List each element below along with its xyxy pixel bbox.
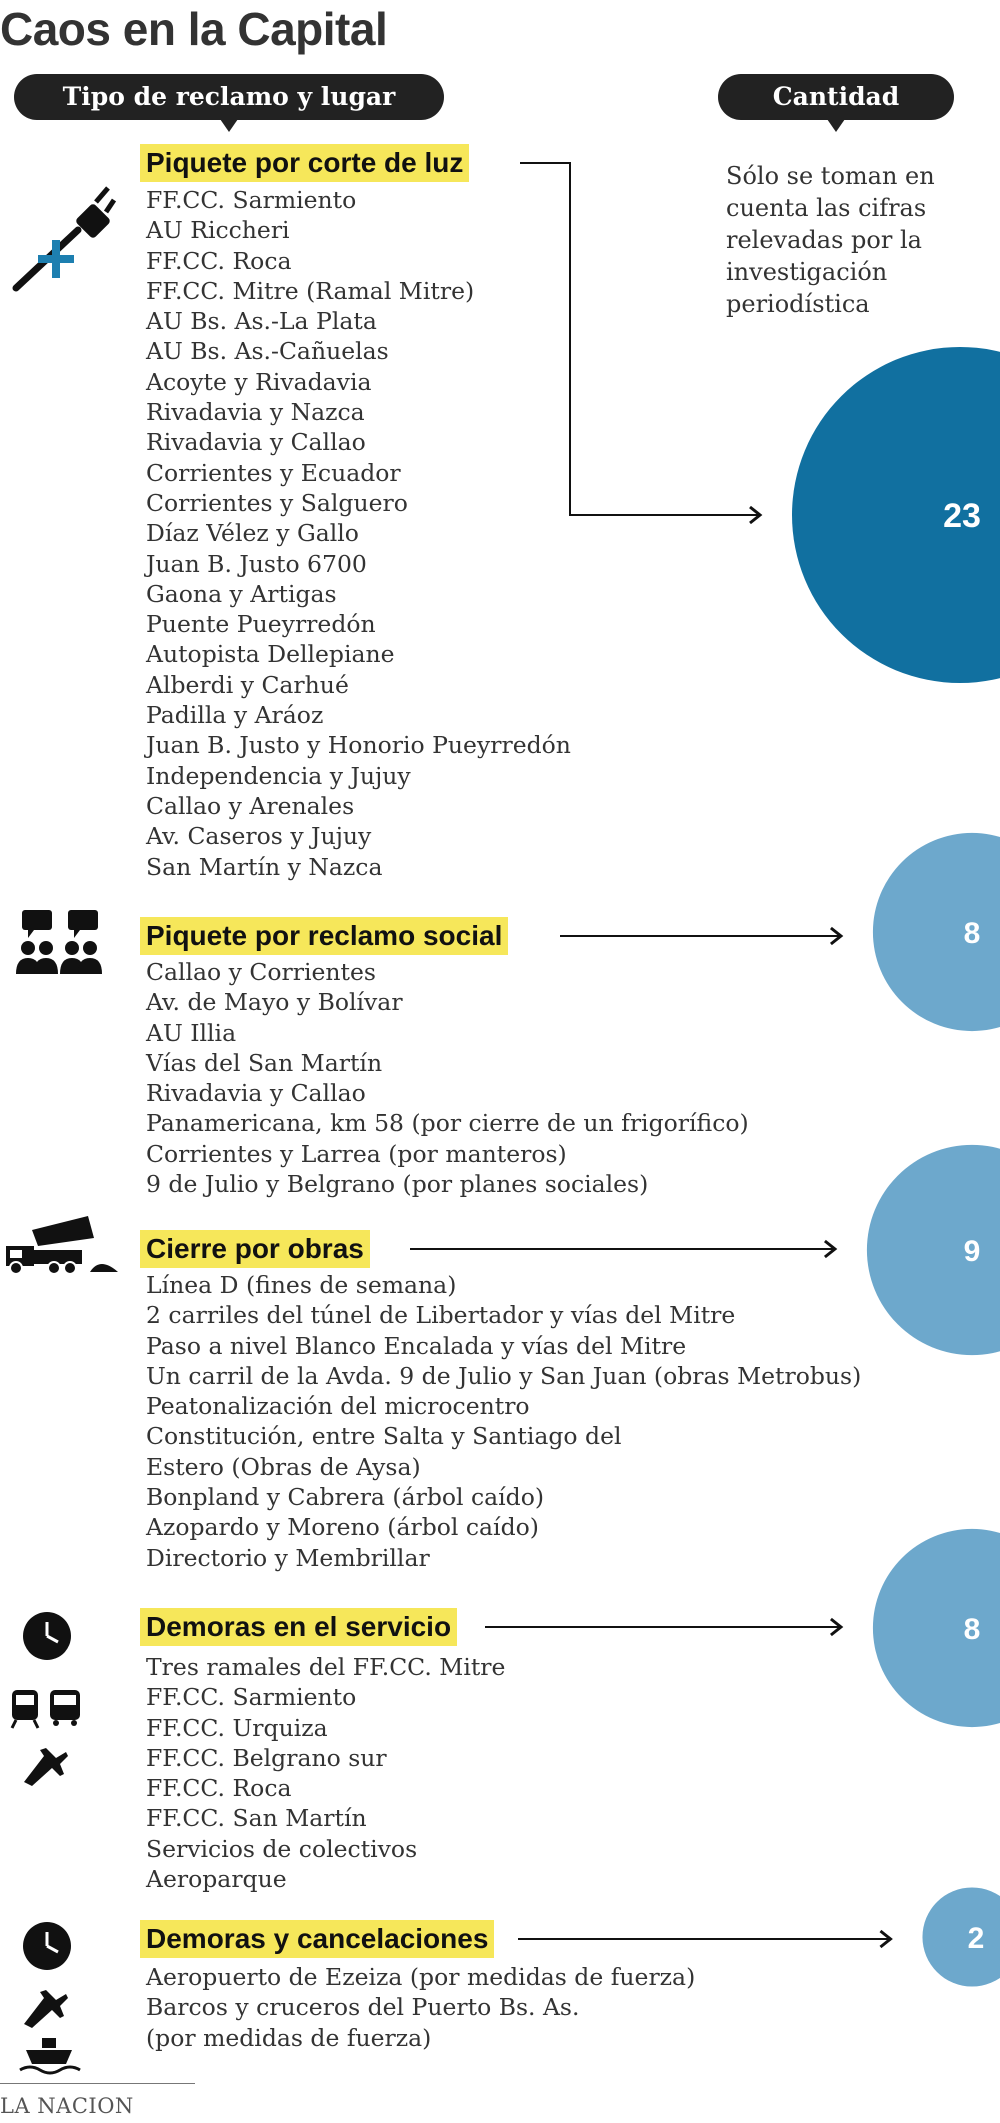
clock-plane-ship-icon — [10, 1920, 90, 2080]
bubble-count-label: 8 — [963, 917, 981, 950]
category-title-reclamo-social: Piquete por reclamo social — [140, 917, 508, 955]
list-item: 2 carriles del túnel de Libertador y vías del Mitre — [146, 1301, 736, 1330]
list-item: Rivadavia y Callao — [146, 428, 366, 457]
bubble-count-label: 23 — [943, 497, 981, 535]
footer-source: LA NACION — [0, 2094, 134, 2118]
dump-truck-icon — [2, 1212, 122, 1276]
list-item: Gaona y Artigas — [146, 579, 337, 608]
people-protest-icon — [14, 908, 106, 976]
list-item: Vías del San Martín — [146, 1048, 383, 1077]
list-item: Rivadavia y Callao — [146, 1079, 366, 1108]
list-item: AU Bs. As.-Cañuelas — [146, 337, 389, 366]
list-item: San Martín y Nazca — [146, 852, 383, 881]
bubble-count-label: 9 — [963, 1235, 981, 1268]
count-bubble — [873, 1529, 1000, 1727]
list-reclamo-social — [146, 957, 749, 1199]
header-type-label: Tipo de reclamo y lugar — [14, 74, 444, 120]
header-count-label: Cantidad — [718, 74, 954, 120]
list-cierre-por-obras — [146, 1270, 861, 1573]
list-item: Constitución, entre Salta y Santiago del — [146, 1422, 622, 1451]
bubble-count-label: 2 — [967, 1922, 985, 1955]
methodology-note: Sólo se toman en cuenta las cifras relevadas por la investigación periodística — [726, 162, 935, 318]
list-item: Azopardo y Moreno (árbol caído) — [146, 1513, 539, 1542]
list-item: FF.CC. Sarmiento — [146, 186, 357, 214]
count-bubbles — [792, 347, 1000, 1987]
list-item: Estero (Obras de Aysa) — [146, 1452, 421, 1481]
list-item: FF.CC. San Martín — [146, 1804, 367, 1833]
list-item: Barcos y cruceros del Puerto Bs. As. — [146, 1993, 580, 2022]
list-item: Bonpland y Cabrera (árbol caído) — [146, 1483, 545, 1512]
list-item: Línea D (fines de semana) — [146, 1271, 457, 1299]
list-item: FF.CC. Urquiza — [146, 1713, 328, 1742]
count-bubble — [922, 1887, 1000, 1986]
list-item: Independencia y Jujuy — [146, 761, 411, 790]
list-item: AU Illia — [146, 1018, 237, 1047]
list-item: Av. Caseros y Jujuy — [146, 822, 372, 851]
category-title-cierre-por-obras: Cierre por obras — [140, 1230, 370, 1268]
list-item: Servicios de colectivos — [146, 1834, 418, 1863]
list-item: Padilla y Aráoz — [146, 701, 324, 730]
category-title-demoras-servicio: Demoras en el servicio — [140, 1608, 457, 1646]
power-plug-icon — [8, 180, 118, 295]
bubble-count-label: 8 — [963, 1613, 981, 1646]
list-item: FF.CC. Belgrano sur — [146, 1743, 387, 1772]
list-item: Paso a nivel Blanco Encalada y vías del Mitre — [146, 1331, 687, 1360]
list-item: Peatonalización del microcentro — [146, 1392, 530, 1421]
list-item: Aeropuerto de Ezeiza (por medidas de fuerza) — [146, 1963, 696, 1991]
list-item: Corrientes y Larrea (por manteros) — [146, 1139, 567, 1168]
list-item: Rivadavia y Nazca — [146, 398, 365, 427]
list-item: Corrientes y Salguero — [146, 488, 408, 517]
list-item: Directorio y Membrillar — [146, 1543, 430, 1572]
category-title-demoras-cancelaciones: Demoras y cancelaciones — [140, 1920, 494, 1958]
footer-divider — [0, 2083, 195, 2084]
list-item: Juan B. Justo y Honorio Pueyrredón — [146, 731, 571, 760]
list-item: Díaz Vélez y Gallo — [146, 519, 359, 548]
count-bubble — [873, 833, 1000, 1031]
list-item: FF.CC. Roca — [146, 1774, 292, 1803]
list-item: 9 de Julio y Belgrano (por planes sociales) — [146, 1170, 649, 1199]
list-item: Panamericana, km 58 (por cierre de un frigorífico) — [146, 1109, 749, 1138]
list-item: Puente Pueyrredón — [146, 610, 376, 639]
list-item: Tres ramales del FF.CC. Mitre — [146, 1653, 506, 1681]
list-item: (por medidas de fuerza) — [146, 2023, 432, 2052]
list-item: Callao y Arenales — [146, 791, 355, 820]
list-demoras-servicio — [146, 1652, 505, 1894]
list-item: Acoyte y Rivadavia — [146, 367, 372, 396]
clock-train-bus-plane-icon — [10, 1610, 90, 1790]
page-title: Caos en la Capital — [0, 3, 388, 55]
list-item: AU Bs. As.-La Plata — [146, 307, 377, 336]
list-item: FF.CC. Sarmiento — [146, 1683, 357, 1712]
list-demoras-cancelaciones — [146, 1962, 695, 2053]
list-item: Aeroparque — [146, 1865, 287, 1894]
list-item: AU Riccheri — [146, 216, 290, 245]
list-item: Autopista Dellepiane — [146, 640, 395, 669]
list-item: FF.CC. Mitre (Ramal Mitre) — [146, 276, 475, 305]
list-item: Corrientes y Ecuador — [146, 458, 401, 487]
category-title-corte-de-luz: Piquete por corte de luz — [140, 144, 469, 182]
list-item: Juan B. Justo 6700 — [146, 549, 367, 578]
list-item: Un carril de la Avda. 9 de Julio y San Juan (obras Metrobus) — [146, 1361, 862, 1390]
list-item: Alberdi y Carhué — [146, 670, 349, 699]
list-item: Av. de Mayo y Bolívar — [146, 988, 403, 1017]
list-corte-de-luz — [146, 185, 571, 882]
list-item: FF.CC. Roca — [146, 246, 292, 275]
list-item: Callao y Corrientes — [146, 958, 376, 986]
